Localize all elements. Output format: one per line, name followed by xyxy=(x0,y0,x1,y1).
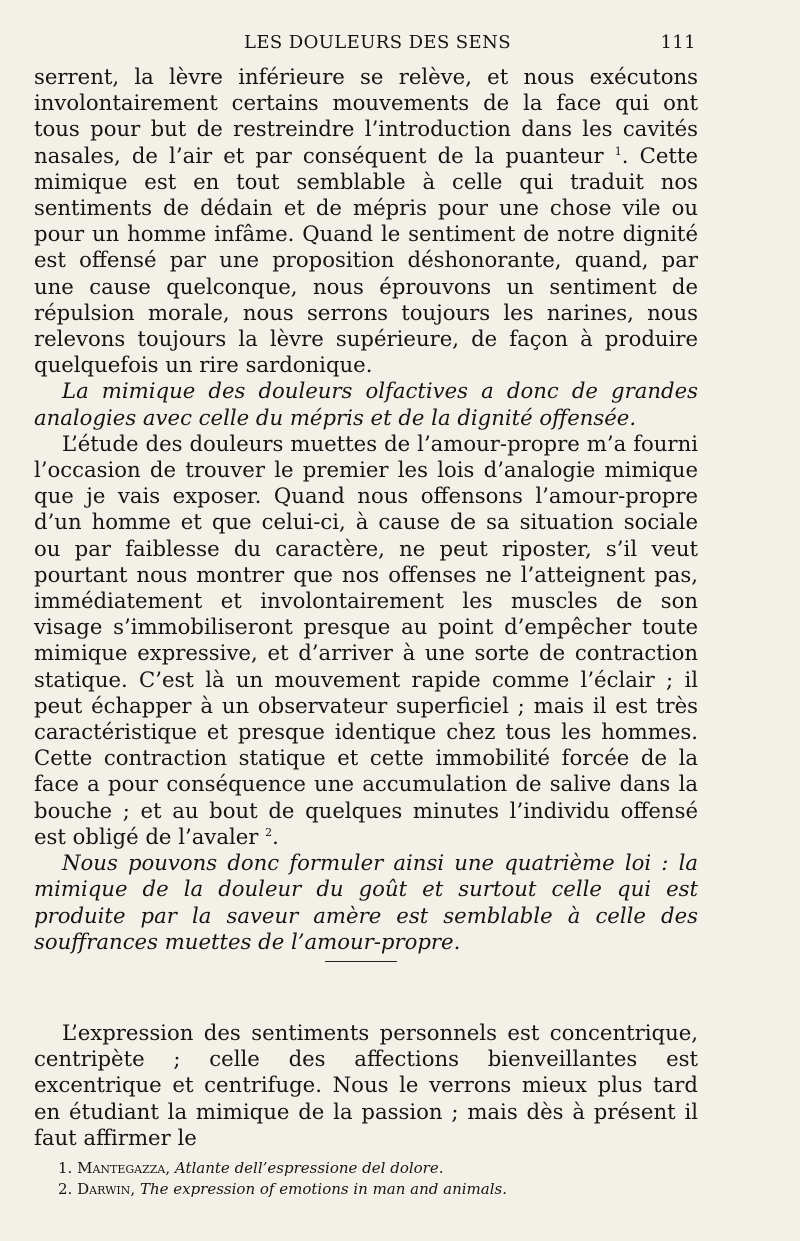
footnote xyxy=(58,1179,698,1200)
paragraph-text: serrent, la lèvre inférieure se relève, et nous exécutons involontairement certains mouvements de la face qui ont tous pour but de restreindre l’introduction dans les cavités nasales, de l’air et par conséquent de la puanteur xyxy=(34,64,698,168)
footnote-author: Mantegazza, xyxy=(77,1159,171,1177)
paragraph-text: . xyxy=(272,823,279,849)
footnote-work: Atlante dell’espressione del dolore. xyxy=(174,1159,444,1177)
paragraph xyxy=(34,431,698,850)
footnote xyxy=(58,1158,698,1179)
body-text-bottom xyxy=(34,1020,698,1151)
paragraph-italic: Nous pouvons donc formuler ainsi une quatrième loi : la mimique de la douleur du goût et surtout celle qui est produite par la saveur amère est semblable à celle des souffrances muettes de l’amour-propre. xyxy=(34,850,698,954)
paragraph-text: . Cette mimique est en tout semblable à celle qui traduit nos sentiments de dédain et de mépris pour une chose vile ou pour un homme infâme. Quand le sentiment de notre dignité est offensé par une proposition déshonorante, quand, par une cause quelconque, nous éprouvons un sentiment de répulsion morale, nous serrons toujours les narines, nous relevons toujours la lèvre supérieure, de façon à produire quelquefois un rire sardonique. xyxy=(34,142,698,378)
footnote-number: 2. xyxy=(58,1180,73,1198)
page-number: 111 xyxy=(660,32,696,53)
paragraph-text: L’étude des douleurs muettes de l’amour-propre m’a fourni l’occasion de trouver le premier les lois d’analogie mimique que je vais exposer. Quand nous offensons l’amour-propre d’un homme et que celui-ci, à cause de sa situation sociale ou par faiblesse du caractère, ne peut riposter, s’il veut pourtant nous montrer que nos offenses ne l’atteignent pas, immédiatement et involontairement les muscles de son visage s’immobiliseront presque au point d’empêcher toute mimique expressive, et d’arriver à une sorte de contraction statique. C’est là un mouvement rapide comme l’éclair ; il peut échapper à un observateur superficiel ; mais il est très caractéristique et presque identique chez tous les hommes. Cette contraction statique et cette immobilité forcée de la face a pour conséquence une accumulation de salive dans la bouche ; et au bout de quelques minutes l’individu offensé est obligé de l’avaler xyxy=(34,430,698,849)
paragraph-italic: La mimique des douleurs olfactives a donc de grandes analogies avec celle du mépris et de la dignité offensée. xyxy=(34,378,698,430)
footnote-ref: 2 xyxy=(265,825,273,839)
footnote-author: Darwin, xyxy=(77,1180,136,1198)
footnote-number: 1. xyxy=(58,1159,73,1177)
footnote-ref: 1 xyxy=(614,144,622,158)
running-title: LES DOULEURS DES SENS xyxy=(244,32,511,53)
footnote-work: The expression of emotions in man and animals. xyxy=(139,1180,507,1198)
footnotes xyxy=(58,1158,698,1200)
section-divider xyxy=(325,961,397,962)
paragraph: L’expression des sentiments personnels est concentrique, centripète ; celle des affections bienveillantes est excentrique et centrifuge. Nous le verrons mieux plus tard en étudiant la mimique de la passion ; mais dès à présent il faut affirmer le xyxy=(34,1020,698,1150)
body-text xyxy=(34,64,698,955)
paragraph-continued xyxy=(34,64,698,378)
